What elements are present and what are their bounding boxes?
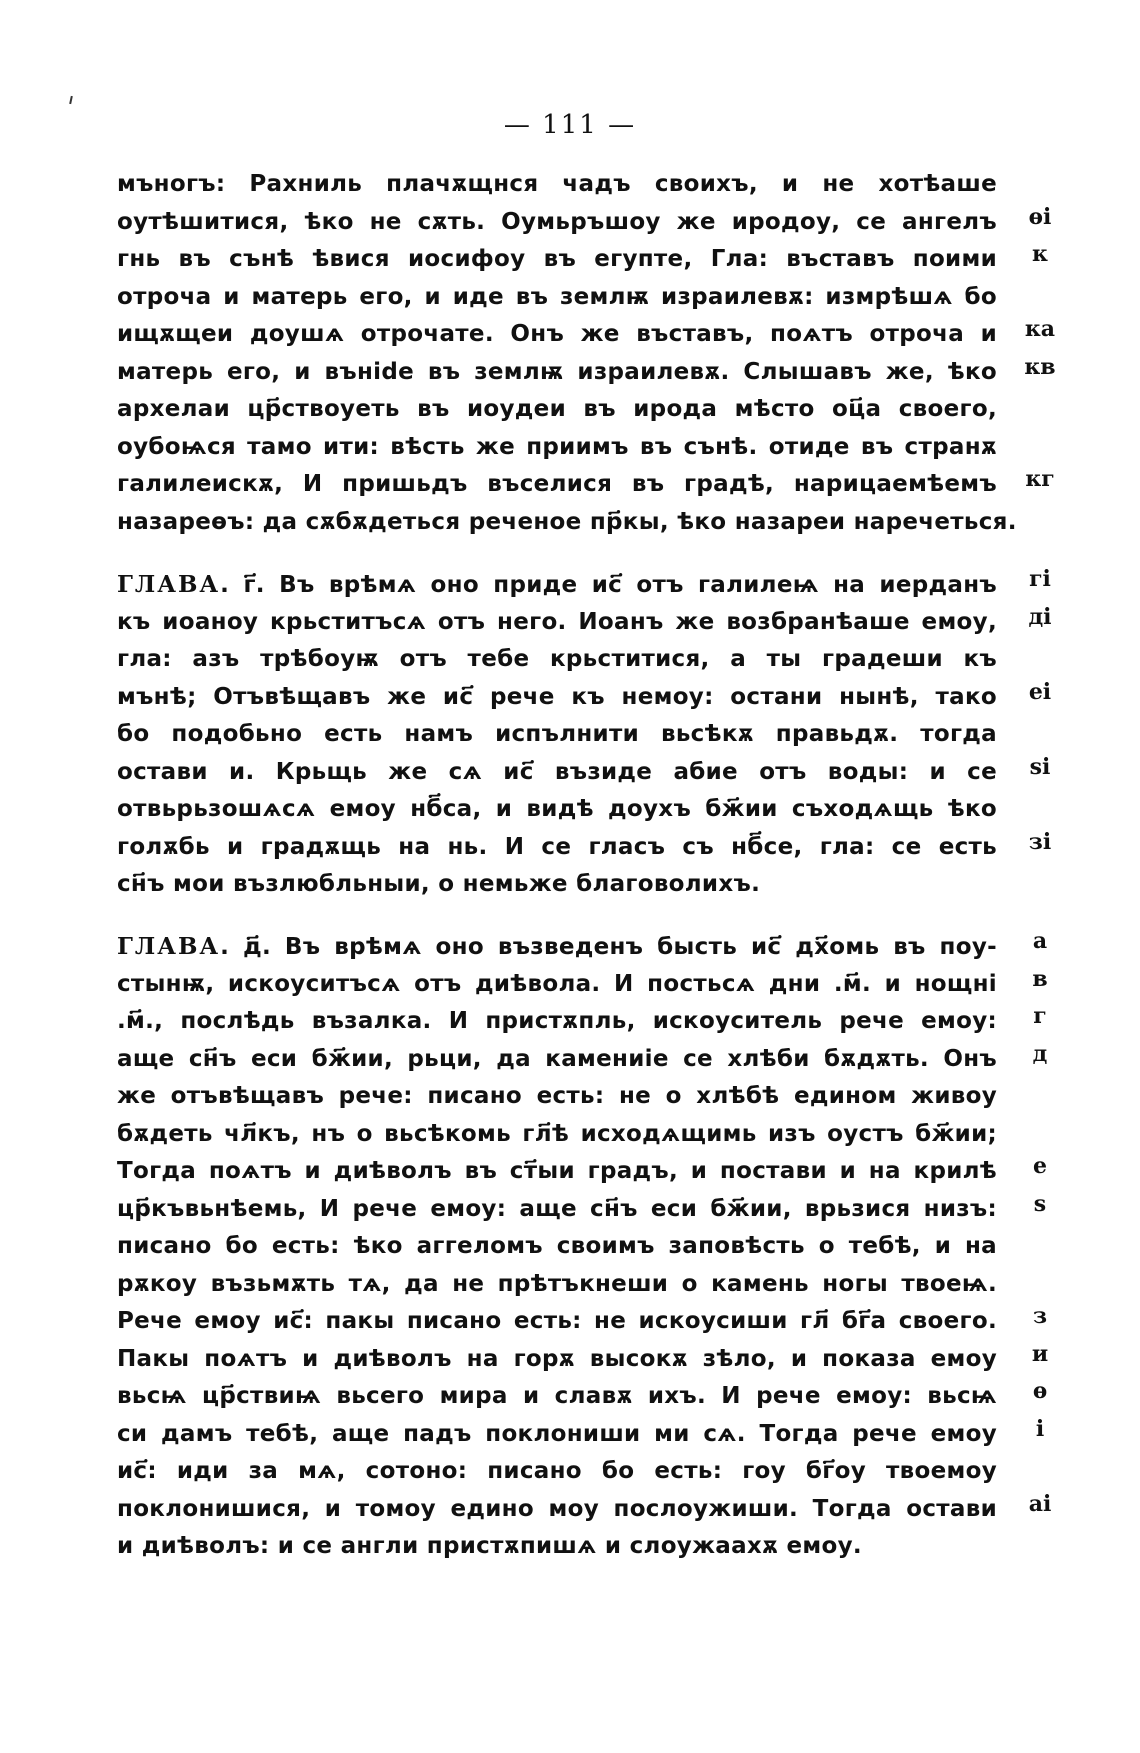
text-line: мъногъ: Рахниль плачѫщнся чадъ своихъ, и не хотѣаше <box>117 171 997 197</box>
text-line: рѫкоу възьмѫть тѧ, да не прѣтъкнеши о камень ногы твоеѩ. <box>117 1270 997 1297</box>
verse-number: ѳ <box>1032 1378 1048 1404</box>
chapter-heading: ГЛАВА <box>117 571 221 598</box>
paragraph-3 <box>117 928 997 1566</box>
text-line: Тогда поѧтъ и диѣволъ въ ст҃ыи градъ, и постави и на крилѣ <box>117 1158 997 1184</box>
chapter-heading: ГЛАВА <box>117 933 221 960</box>
verse-number: кв <box>1024 353 1056 380</box>
stray-ink-mark <box>69 96 73 104</box>
text-line: отроча и матерь его, и иде въ землѭ израилевѫ: измрѣшѧ бо <box>117 283 997 310</box>
verse-number: аі <box>1028 1490 1052 1517</box>
text-line <box>117 928 997 966</box>
text-line: къ иоаноу крьститъсѧ отъ него. Иоанъ же возбранѣаше емоу, <box>117 608 997 635</box>
text-line-content: Въ врѣмѧ оно приде ис҃ отъ галилеѩ на иерданъ <box>279 572 997 598</box>
verse-number: е <box>1033 1153 1047 1179</box>
verse-number: ді <box>1028 603 1052 630</box>
verse-number: ѕі <box>1029 753 1051 780</box>
text-line: отвьрьзошѧсѧ емоу нб҃са, и видѣ доухъ бж҃ии съходѧщь ѣко <box>117 796 997 822</box>
verse-number: еі <box>1028 678 1052 705</box>
text-line: архелаи цр҃ствоуеть въ иоудеи въ ирода мѣсто оц҃а своего, <box>117 396 997 422</box>
text-line-content: Въ врѣмѧ оно възведенъ бысть ис҃ дх҃омь въ поу- <box>284 934 997 960</box>
text-line: ищѫщеи доушѧ отрочате. Онъ же въставъ, поѧтъ отроча и <box>117 321 997 347</box>
text-line: ис҃: иди за мѧ, сотоно: писано бо есть: гоу бг҃оу твоемоу <box>117 1458 997 1484</box>
text-line: аще сн҃ъ еси бж҃ии, рьци, да камениіе се хлѣби бѫдѫть. Онъ <box>117 1045 997 1072</box>
verse-number: д <box>1032 1040 1048 1067</box>
verse-number: гі <box>1029 566 1051 592</box>
text-line: бѫдеть чл҃къ, нъ о вьсѣкомь гл҃ѣ исходѧщимь изъ оустъ бж҃ии; <box>117 1120 997 1147</box>
verse-number: ѳі <box>1028 203 1052 230</box>
text-line: мънѣ; Отъвѣщавъ же ис҃ рече къ немоу: остани нынѣ, тако <box>117 683 997 710</box>
verse-number: зі <box>1028 828 1052 855</box>
text-line: цр҃къвьнѣемь, И рече емоу: аще сн҃ъ еси бж҃ии, врьзися низъ: <box>117 1195 997 1222</box>
verse-number: і <box>1035 1415 1045 1442</box>
text-line: оутѣшитися, ѣко не сѫть. Оумьръшоу же иродоу, се ангелъ <box>117 208 997 235</box>
text-line: и диѣволъ: и се англи пристѫпишѧ и слоужаахѫ емоу. <box>117 1533 862 1559</box>
verse-number: з <box>1032 1303 1048 1329</box>
text-line: бо подобьно есть намъ испълнити вьсѣкѫ правьдѫ. тогда <box>117 721 997 747</box>
text-line: гла: азъ трѣбоуѭ отъ тебе крьститися, а ты градеши къ <box>117 646 997 672</box>
text-line: галилеискѫ, И пришьдъ въселися въ градѣ, нарицаемѣемъ <box>117 471 997 497</box>
page-number: — 111 — <box>503 110 637 140</box>
paragraph-1 <box>117 166 1017 541</box>
text-line: назареѳъ: да сѫбѫдеться реченое пр҃кы, ѣко назареи наречеться. <box>117 508 1017 535</box>
text-line: .м҃., послѣдь възалка. И пристѫпль, искоуситель рече емоу: <box>117 1008 997 1034</box>
paragraph-2 <box>117 566 997 904</box>
verse-number: ка <box>1024 316 1056 342</box>
verse-number: ѕ <box>1033 1190 1047 1217</box>
verse-number: г <box>1033 1003 1047 1029</box>
text-line: вьсѩ цр҃ствиѩ вьсего мира и славѫ ихъ. И рече емоу: вьсѩ <box>117 1383 997 1409</box>
verse-number: кг <box>1025 466 1055 492</box>
text-line: оубоѩся тамо ити: вѣсть же приимъ въ сънѣ. отиде въ странѫ <box>117 433 997 460</box>
text-line: си дамъ тебѣ, аще падъ поклониши ми сѧ. Тогда рече емоу <box>117 1420 997 1447</box>
text-line: остави и. Крьщь же сѧ ис҃ възиде абие отъ воды: и се <box>117 758 997 785</box>
verse-number: и <box>1031 1340 1049 1367</box>
text-line: сн҃ъ мои възлюбльныи, о немьже благоволихъ. <box>117 871 761 897</box>
text-line: писано бо есть: ѣко аггеломъ своимъ заповѣсть о тебѣ, и на <box>117 1233 997 1259</box>
text-line: гнь въ сънѣ ѣвися иосифоу въ егупте, Гла: въставъ поими <box>117 246 997 272</box>
text-line: Пакы поѧтъ и диѣволъ на горѫ высокѫ зѣло, и показа емоу <box>117 1345 997 1372</box>
text-line: матерь его, и вънide въ землѭ израилевѫ. Слышавъ же, ѣко <box>117 358 997 385</box>
chapter-number: . г҃. <box>220 572 265 598</box>
text-line: поклонишися, и томоу едино моу послоужиши. Тогда остави <box>117 1495 997 1522</box>
verse-number: а <box>1032 928 1048 954</box>
verse-number: в <box>1032 965 1048 992</box>
text-line: Рече емоу ис҃: пакы писано есть: не искоусиши гл҃ бг҃а своего. <box>117 1308 997 1334</box>
text-line: голѫбь и градѫщь на нь. И се гласъ съ нб҃се, гла: се есть <box>117 833 997 860</box>
text-line <box>117 566 997 604</box>
verse-number: к <box>1032 241 1048 267</box>
text-line: же отъвѣщавъ рече: писано есть: не о хлѣбѣ едином живоу <box>117 1083 997 1109</box>
chapter-number: . д҃. <box>220 934 271 960</box>
text-line: стынѭ, искоуситъсѧ отъ диѣвола. И постьсѧ дни .м҃. и нощні <box>117 970 997 997</box>
